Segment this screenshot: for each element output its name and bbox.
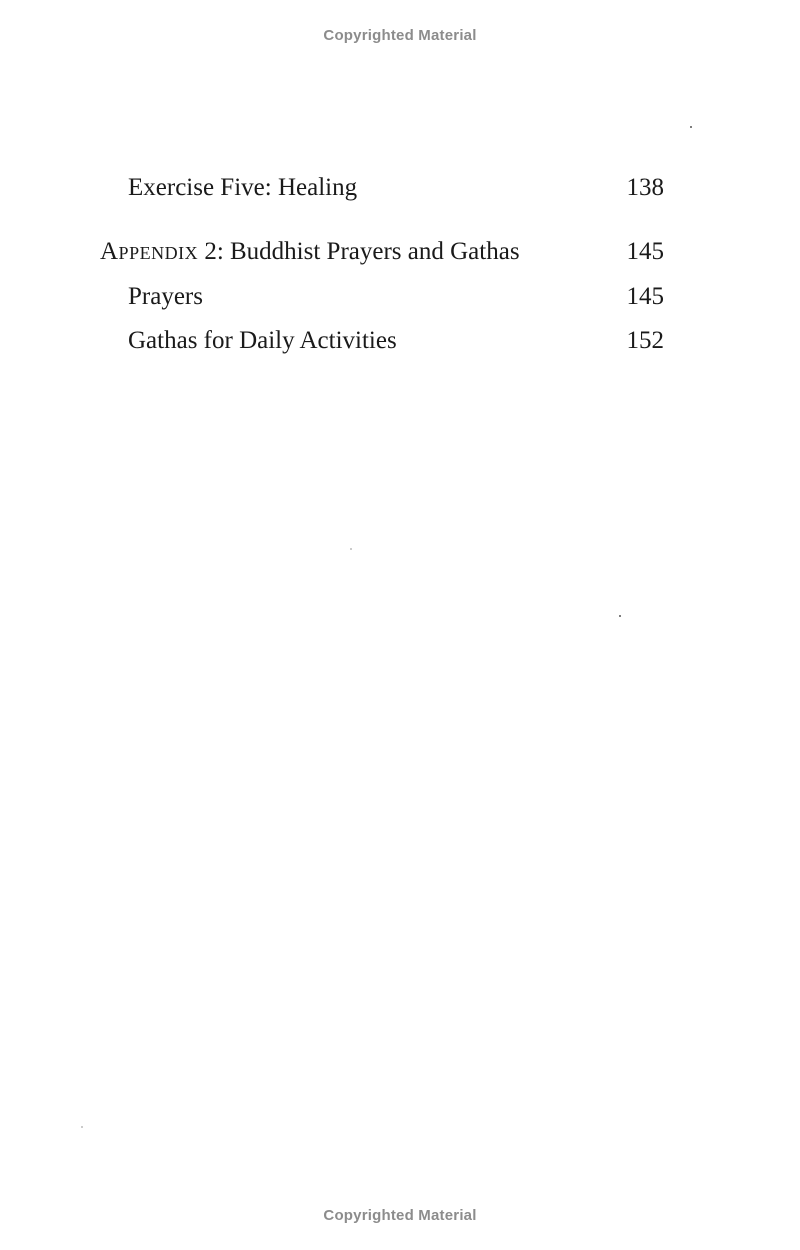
toc-entry-title: Gathas for Daily Activities [128, 327, 397, 354]
toc-entry-title: Exercise Five: Healing [128, 174, 358, 201]
appendix-title: 2: Buddhist Prayers and Gathas [198, 238, 520, 265]
toc-entry[interactable] [0, 280, 800, 314]
copyright-watermark-bottom: Copyrighted Material [323, 1207, 477, 1224]
toc-entry-title: Prayers [128, 283, 203, 310]
toc-entry-page: 145 [626, 238, 664, 265]
toc-entry[interactable] [0, 171, 800, 205]
toc-entry-page: 138 [626, 174, 664, 201]
copyright-watermark-top: Copyrighted Material [323, 27, 477, 44]
scan-speck [690, 126, 692, 128]
toc-entry-title [100, 235, 520, 269]
toc-entry[interactable] [0, 324, 800, 358]
toc-entry-page: 152 [626, 327, 664, 354]
scan-speck [619, 615, 621, 617]
scan-speck [350, 548, 352, 550]
appendix-label: Appendix [100, 238, 199, 265]
toc-entry-page: 145 [626, 283, 664, 310]
scan-speck [81, 1126, 83, 1128]
toc-entry-appendix[interactable] [0, 235, 800, 269]
